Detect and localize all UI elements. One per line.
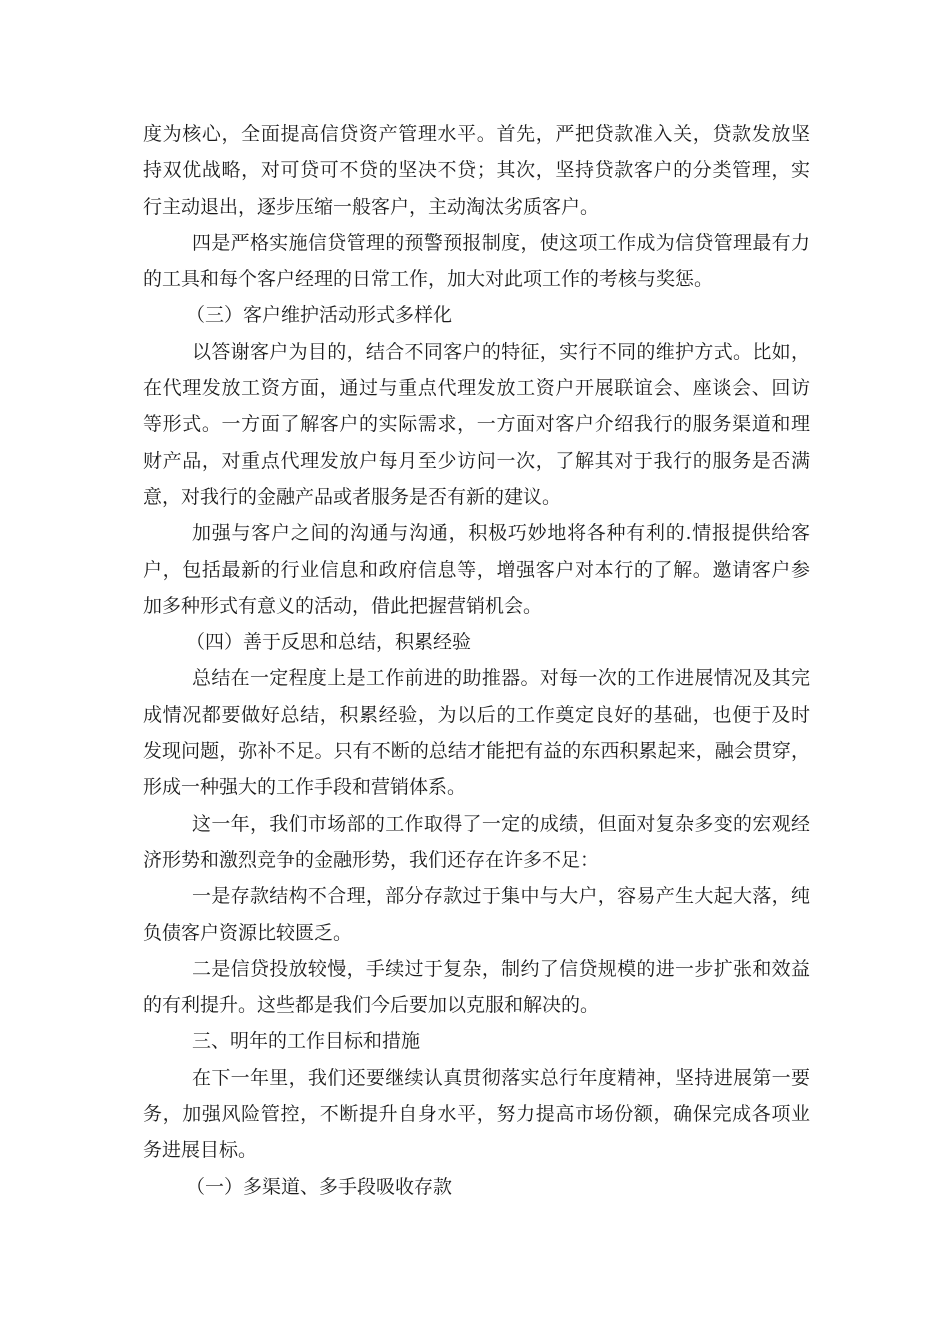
text-line: 务，加强风险管控，不断提升自身水平，努力提高市场份额，确保完成各项业: [143, 1103, 810, 1126]
text-line: 持双优战略，对可贷可不贷的坚决不贷；其次，坚持贷款客户的分类管理，实: [143, 159, 810, 182]
paragraph: [143, 806, 810, 879]
paragraph: [143, 225, 810, 298]
text-line: 负债客户资源比较匮乏。: [143, 921, 353, 944]
section-heading: [143, 297, 810, 333]
text-line: 户，包括最新的行业信息和政府信息等，增强客户对本行的了解。邀请客户参: [143, 558, 810, 581]
text-line: 三、明年的工作目标和措施: [192, 1030, 421, 1053]
text-line: 以答谢客户为目的，结合不同客户的特征，实行不同的维护方式。比如，: [192, 340, 810, 363]
text-line: 的工具和每个客户经理的日常工作，加大对此项工作的考核与奖惩。: [143, 268, 714, 291]
paragraph: [143, 1023, 810, 1059]
text-line: 二是信贷投放较慢，手续过于复杂，制约了信贷规模的进一步扩张和效益: [192, 957, 810, 980]
text-line: （四）善于反思和总结，积累经验: [186, 631, 472, 654]
paragraph: [143, 660, 810, 805]
text-line: 度为核心，全面提高信贷资产管理水平。首先，严把贷款准入关，贷款发放坚: [143, 123, 810, 145]
text-line: （三）客户维护活动形式多样化: [186, 304, 453, 327]
text-line: 这一年，我们市场部的工作取得了一定的成绩，但面对复杂多变的宏观经: [192, 812, 810, 835]
text-line: 务进展目标。: [143, 1139, 258, 1162]
paragraph: [143, 116, 810, 225]
paragraph: [143, 951, 810, 1024]
text-line: 成情况都要做好总结，积累经验，为以后的工作奠定良好的基础，也便于及时: [143, 703, 810, 726]
text-line: 加多种形式有意义的活动，借此把握营销机会。: [143, 594, 543, 617]
text-line: 财产品，对重点代理发放户每月至少访问一次，了解其对于我行的服务是否满: [143, 449, 810, 472]
text-line: 在代理发放工资方面，通过与重点代理发放工资户开展联谊会、座谈会、回访: [143, 377, 810, 400]
text-line: 发现问题，弥补不足。只有不断的总结才能把有益的东西积累起来，融会贯穿，: [143, 740, 810, 763]
paragraph: [143, 1060, 810, 1169]
paragraph: [143, 878, 810, 951]
section-heading: [143, 1169, 810, 1205]
text-line: 一是存款结构不合理，部分存款过于集中与大户，容易产生大起大落，纯: [192, 885, 810, 908]
text-line: 加强与客户之间的沟通与沟通，积极巧妙地将各种有利的.情报提供给客: [192, 522, 810, 545]
document-body: [143, 116, 810, 1205]
text-line: 的有利提升。这些都是我们今后要加以克服和解决的。: [143, 994, 600, 1017]
text-line: 总结在一定程度上是工作前进的助推器。对每一次的工作进展情况及其完: [192, 667, 810, 690]
text-line: 等形式。一方面了解客户的实际需求，一方面对客户介绍我行的服务渠道和理: [143, 413, 810, 436]
section-heading: [143, 624, 810, 660]
text-line: 意，对我行的金融产品或者服务是否有新的建议。: [143, 485, 562, 508]
text-line: 济形势和激烈竞争的金融形势，我们还存在许多不足：: [143, 848, 600, 871]
paragraph: [143, 334, 810, 515]
text-line: 形成一种强大的工作手段和营销体系。: [143, 776, 467, 799]
text-line: 在下一年里，我们还要继续认真贯彻落实总行年度精神，坚持进展第一要: [192, 1066, 810, 1089]
text-line: 行主动退出，逐步压缩一般客户，主动淘汰劣质客户。: [143, 195, 600, 218]
text-line: （一）多渠道、多手段吸收存款: [186, 1175, 453, 1198]
text-line: 四是严格实施信贷管理的预警预报制度，使这项工作成为信贷管理最有力: [192, 231, 810, 254]
paragraph: [143, 515, 810, 624]
